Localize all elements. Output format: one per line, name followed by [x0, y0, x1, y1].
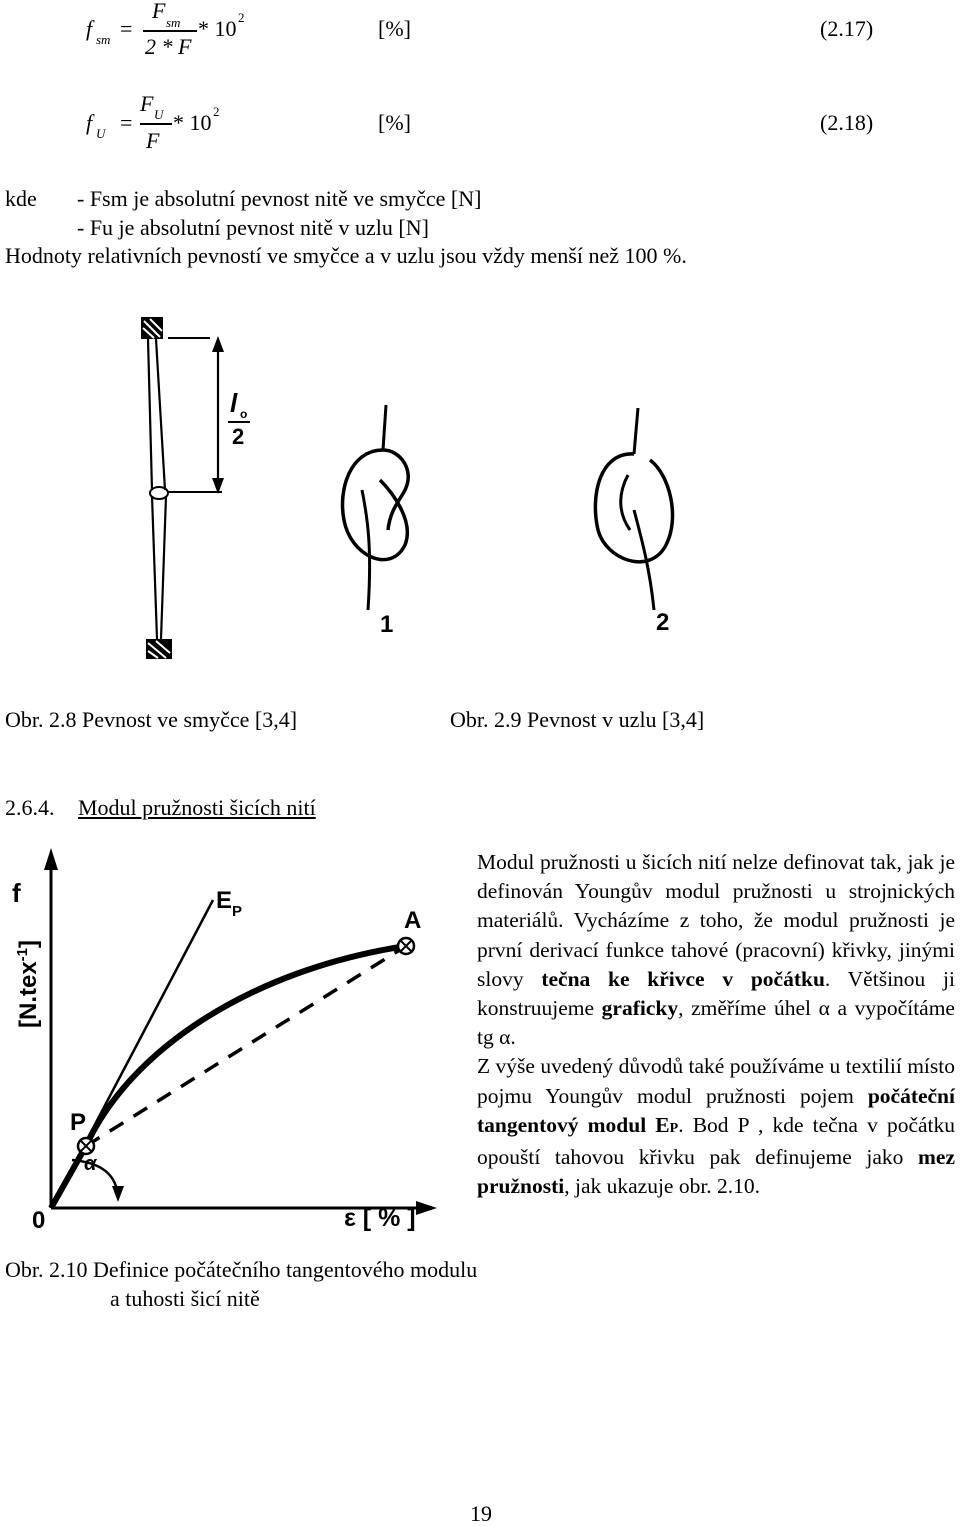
y-axis-symbol: f [12, 878, 21, 908]
eq2-unit: [%] [378, 110, 411, 135]
eq2-lhs: f [86, 110, 93, 135]
tangent-label: E [216, 887, 233, 914]
dimension-extensions [168, 338, 222, 492]
eq1-numerator: F [152, 0, 166, 23]
para-bold-modulus: počáteční tangentový modul E [477, 1083, 955, 1137]
eq1-number: (2.17) [820, 16, 874, 41]
para-bold-tangent: tečna ke křivce v počátku [541, 966, 825, 991]
eq2-exponent: 2 [213, 104, 220, 119]
caption-figure-2-9: Obr. 2.9 Pevnost v uzlu [3,4] [450, 707, 705, 732]
eq1-equals: = [120, 16, 133, 41]
y-axis-unit: [N.tex$^{-1}$] [14, 939, 42, 1028]
origin-label: 0 [32, 1207, 46, 1234]
tensile-curve [51, 946, 406, 1208]
eq1-denominator: 2 * F [145, 34, 192, 59]
secant-line [86, 946, 406, 1146]
para-bold-elastic-limit: mez pružnosti [477, 1145, 955, 1199]
y-axis-arrow [44, 848, 58, 870]
angle-label: α [84, 1153, 97, 1175]
knot-2 [595, 408, 672, 636]
para-bold-graphically: graficky [601, 996, 679, 1021]
knot-2-label: 2 [656, 609, 670, 636]
modulus-paragraph [477, 848, 955, 1201]
caption-figure-2-10-line2: a tuhosti šicí nitě [110, 1286, 260, 1311]
lower-loop-threads [152, 496, 166, 639]
definition-fsm: - Fsm je absolutní pevnost nitě ve smyčce [N] [77, 186, 482, 211]
upper-loop-threads [148, 339, 165, 490]
para-text-5: . Bod P , kde tečna v počátku opouští tahovou křivku pak definujeme jako [477, 1112, 955, 1170]
eq2-number: (2.18) [820, 110, 874, 135]
eq2-rest: * 10 [173, 110, 212, 135]
eq1-lhs-sub: sm [96, 32, 111, 47]
para-text-1: Modul pružnosti u šicích nití nelze definovat tak, jak je definován Youngův modul pružnosti u strojnických materiálů. Vycházíme z toho, že modul pružnosti je první derivací funkce tahové (pracovní) křivky, jinými slovy [477, 850, 955, 991]
label-two: 2 [232, 424, 245, 449]
kde-label: kde [5, 186, 37, 211]
bottom-clamp [146, 639, 172, 659]
eq2-lhs-sub: U [96, 126, 106, 141]
para-text-4: Z výše uvedený důvodů také používáme u textilií místo pojmu Youngův modul pružnosti pojem [477, 1054, 955, 1108]
eq2-numerator-sub: U [154, 107, 164, 122]
caption-figure-2-10-line1: Obr. 2.10 Definice počátečního tangentového modulu [5, 1257, 478, 1282]
caption-figure-2-8: Obr. 2.8 Pevnost ve smyčce [3,4] [5, 707, 298, 732]
eq1-exponent: 2 [238, 10, 245, 25]
angle-arc-arrow [112, 1186, 124, 1202]
knot-1-label: 1 [380, 611, 394, 638]
figure-modulus-graph [0, 840, 440, 1235]
eq2-denominator: F [146, 128, 160, 153]
figure-knot-strength [320, 380, 720, 640]
tangent-label-sub: P [232, 903, 243, 920]
para-text-2: . Většinou ji konstruujeme [477, 966, 955, 1021]
section-title: Modul pružnosti šicích nití [78, 795, 316, 820]
definition-note: Hodnoty relativních pevností ve smyčce a v uzlu jsou vždy menší než 100 %. [5, 243, 687, 268]
eq1-rest: * 10 [198, 16, 237, 41]
section-number: 2.6.4. [5, 795, 55, 820]
label-l: l [230, 388, 238, 418]
eq2-fraction-bar [140, 123, 172, 125]
eq1-numerator-sub: sm [166, 15, 181, 30]
eq1-lhs: f [86, 16, 93, 41]
x-axis-arrow [416, 1201, 437, 1215]
eq2-equals: = [120, 110, 133, 135]
eq2-numerator: F [140, 91, 154, 116]
eq1-fraction-bar [143, 30, 197, 32]
x-axis-label: ε [ % ] [344, 1204, 416, 1232]
para-text-6: , jak ukazuje obr. 2.10. [564, 1174, 761, 1199]
label-zero: o [240, 407, 248, 421]
figure-loop-strength [0, 300, 320, 680]
definition-fu: - Fu je absolutní pevnost nitě v uzlu [N] [77, 215, 429, 240]
para-bold-modulus-sub: P [669, 1120, 679, 1136]
eq1-unit: [%] [378, 16, 411, 41]
page-number: 19 [470, 1501, 492, 1526]
knot-1 [343, 405, 409, 638]
dimension-arrow-top [212, 336, 224, 352]
para-text-3: , změříme úhel α a vypočítáme tg α. [477, 996, 955, 1050]
point-p-label: P [70, 1109, 87, 1136]
point-a-label: A [404, 907, 422, 934]
